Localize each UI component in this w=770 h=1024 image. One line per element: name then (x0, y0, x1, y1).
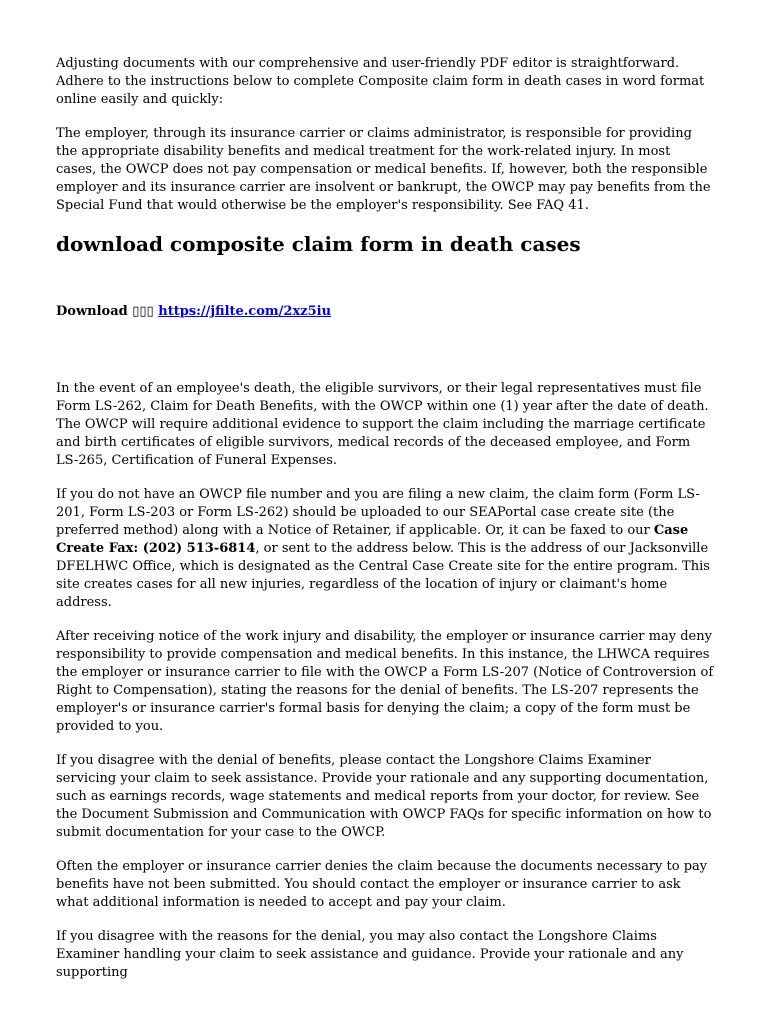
download-label: Download (56, 304, 128, 319)
intro-paragraph-2: The employer, through its insurance carrier or claims administrator, is responsible for providing the appropriate disability benefits and medical treatment for the work-related injury. In most cases, the OWCP does not pay compensation or medical benefits. If, however, both the responsible employer and its insurance carrier are insolvent or bankrupt, the OWCP may pay benefits from the Special Fund that would otherwise be the employer's responsibility. See FAQ 41. (56, 126, 711, 213)
download-glyphs: ▯▯▯ (132, 304, 154, 319)
intro-paragraph-1: Adjusting documents with our comprehensive and user-friendly PDF editor is straightforward. Adhere to the instructions below to complete Composite claim form in death cases in word format online easily and quickly: (56, 56, 705, 107)
body-paragraph-2 (56, 486, 714, 612)
body-paragraph-6: If you disagree with the reasons for the denial, you may also contact the Longshore Claims Examiner handling your claim to seek assistance and guidance. Provide your rationale and any supporting (56, 929, 684, 980)
body-paragraph-4: If you disagree with the denial of benefits, please contact the Longshore Claims Examiner servicing your claim to seek assistance. Provide your rationale and any supporting documentation, such as earnings records, wage statements and medical reports from your doctor, for review. See the Document Submission and Communication with OWCP FAQs for specific information on how to submit documentation for your case to the OWCP. (56, 753, 712, 840)
download-link[interactable]: https://jfilte.com/2xz5iu (158, 304, 332, 319)
body-paragraph-3: After receiving notice of the work injury and disability, the employer or insurance carrier may deny responsibility to provide compensation and medical benefits. In this instance, the LHWCA requires the employer or insurance carrier to file with the OWCP a Form LS-207 (Notice of Controversion of Right to Compensation), stating the reasons for the denial of benefits. The LS-207 represents the employer's or insurance carrier's formal basis for denying the claim; a copy of the form must be provided to you. (56, 629, 714, 734)
body-paragraph-5: Often the employer or insurance carrier denies the claim because the documents necessary to pay benefits have not been submitted. You should contact the employer or insurance carrier to ask what additional information is needed to accept and pay your claim. (56, 859, 708, 910)
case-create-fax: Case Create Fax: (202) 513-6814 (56, 523, 689, 556)
body-paragraph-2-start: If you do not have an OWCP file number and you are filing a new claim, the claim form (Form LS-201, Form LS-203 or Form LS-262) should be uploaded to our SEAPortal case create site (the preferred method) along with a Notice of Retainer, if applicable. Or, it can be faxed to our (56, 487, 700, 538)
body-paragraph-1: In the event of an employee's death, the eligible survivors, or their legal representatives must file Form LS-262, Claim for Death Benefits, with the OWCP within one (1) year after the date of death. The OWCP will require additional evidence to support the claim including the marriage certificate and birth certificates of eligible survivors, medical records of the deceased employee, and Form LS-265, Certification of Funeral Expenses. (56, 381, 709, 468)
body-paragraph-2-end: , or sent to the address below. This is the address of our Jacksonville DFELHWC Office, which is designated as the Central Case Create site for the entire program. This site creates cases for all new injuries, regardless of the location of injury or claimant's home address. (56, 541, 710, 610)
spacer (56, 321, 714, 380)
download-line (56, 303, 714, 321)
page-heading: download composite claim form in death cases (56, 232, 581, 256)
